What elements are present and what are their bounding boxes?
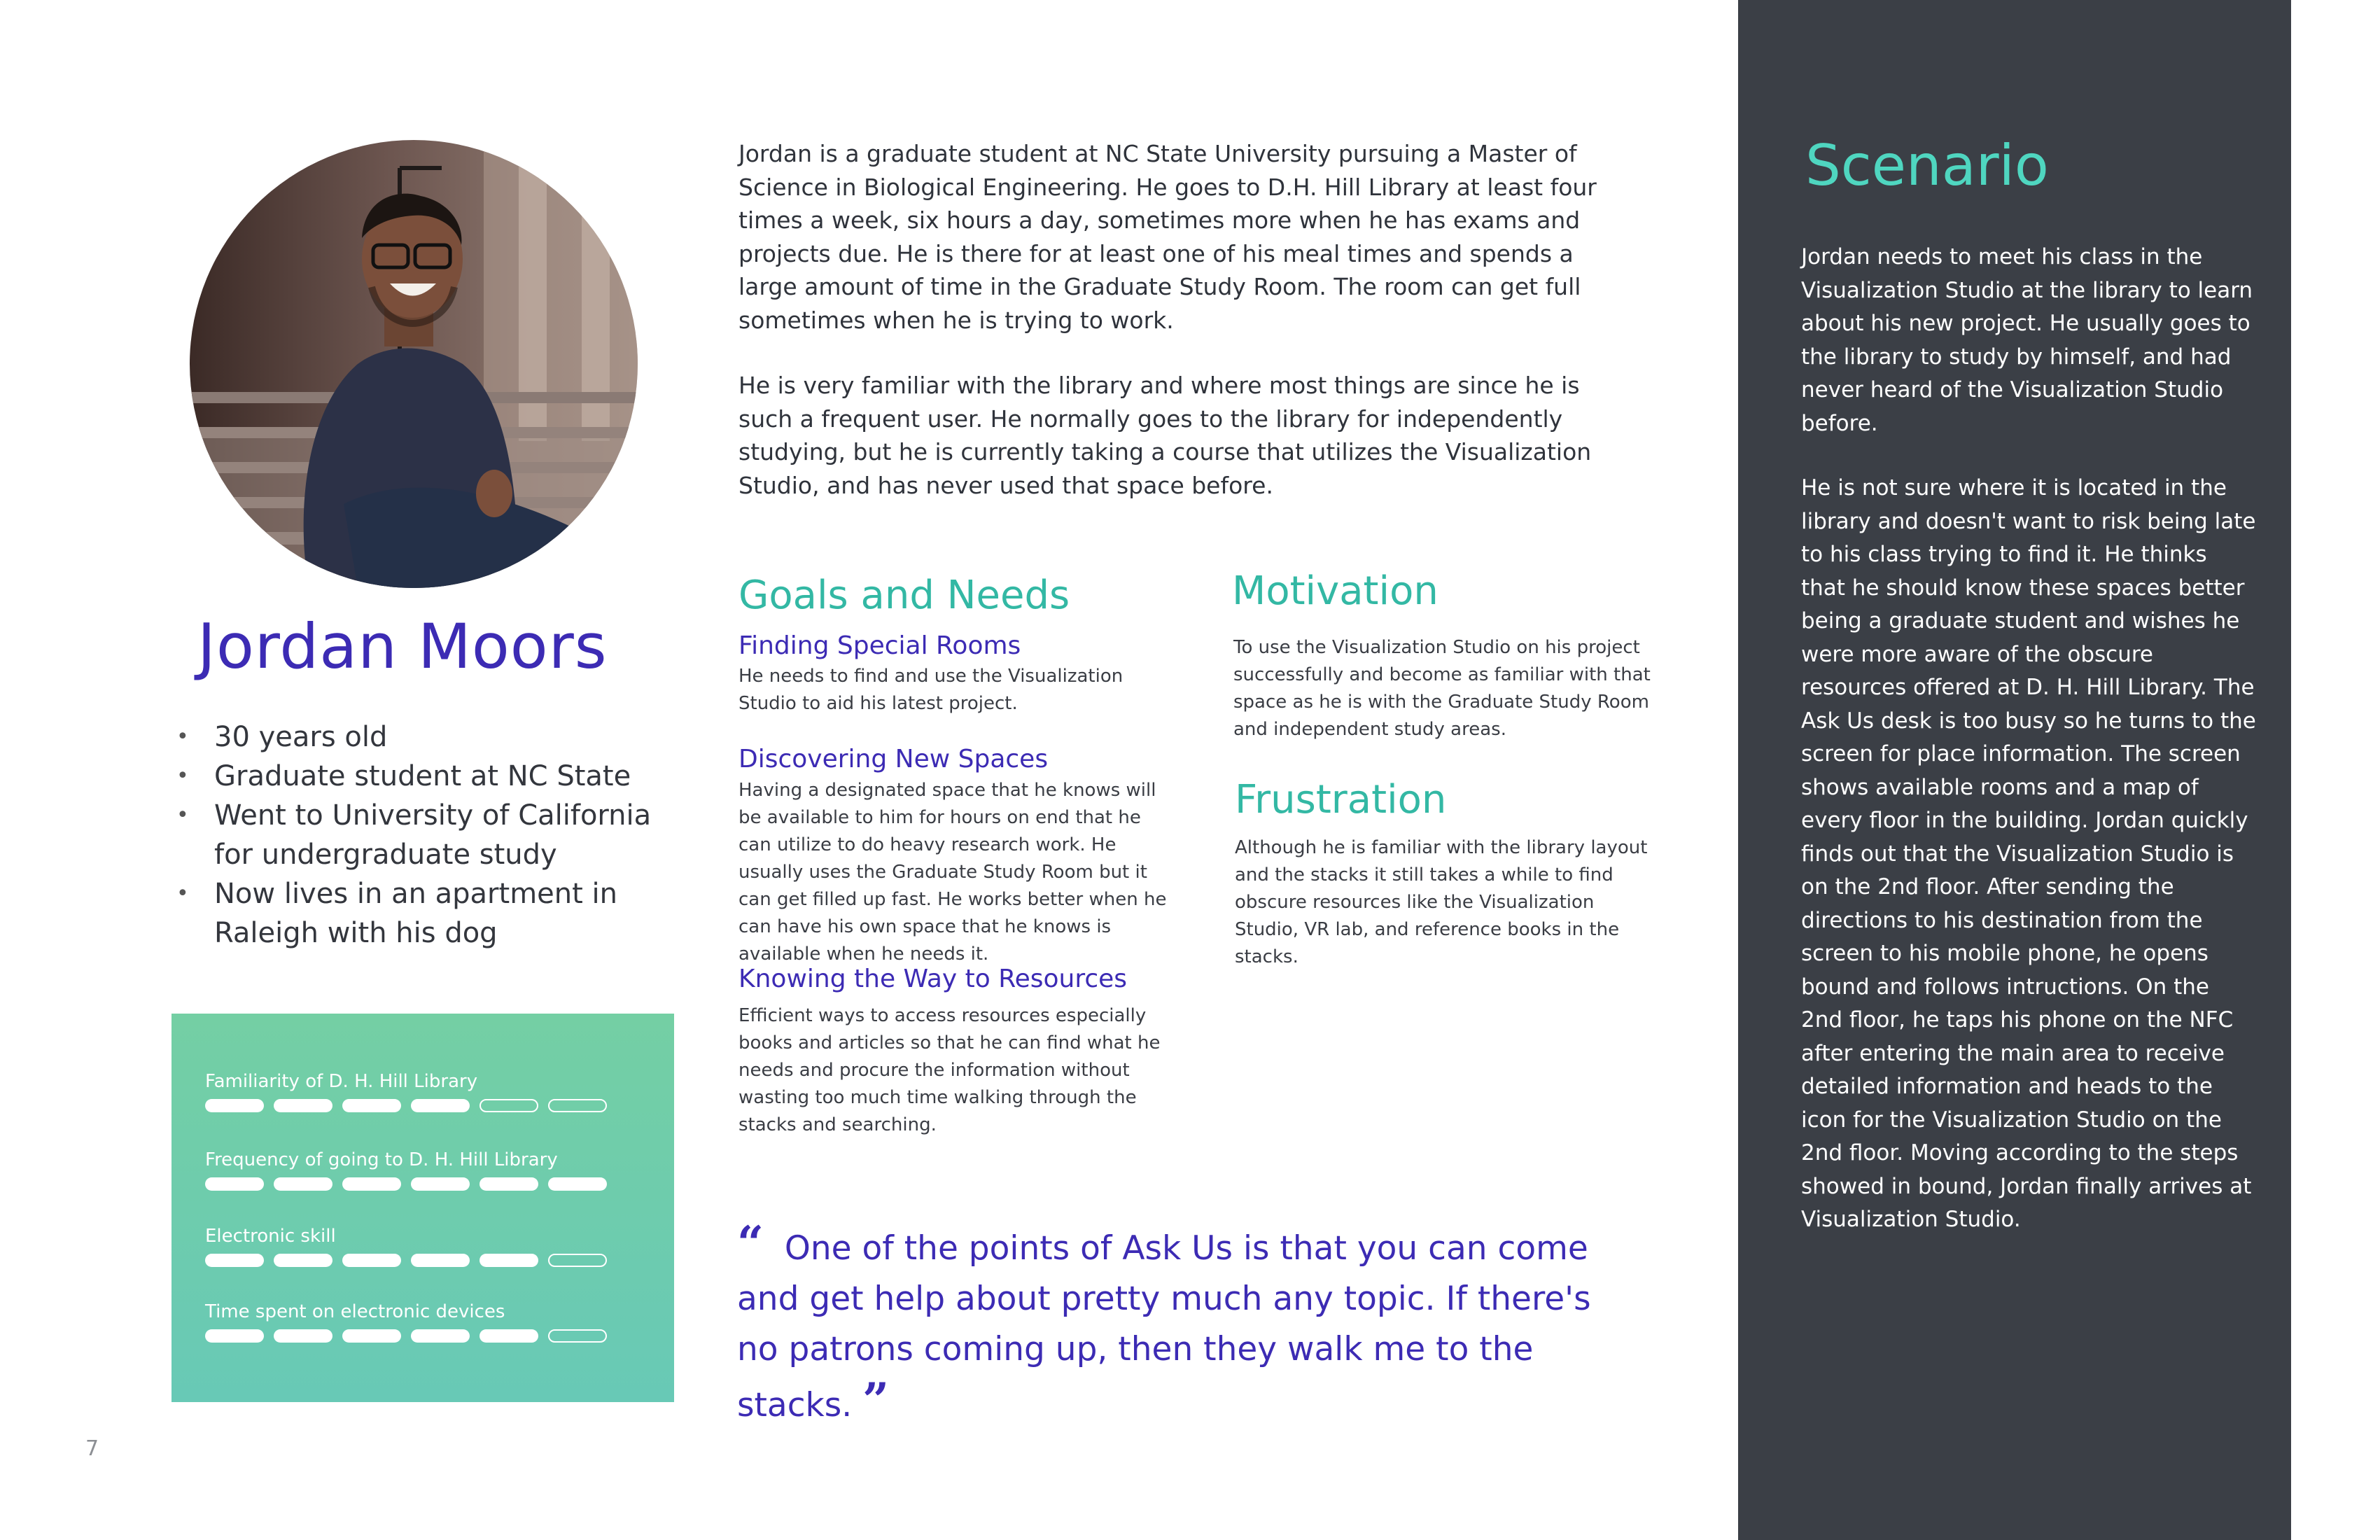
meter-segment-filled xyxy=(411,1254,470,1267)
goal-title: Knowing the Way to Resources xyxy=(738,965,1128,993)
skill-row xyxy=(205,1149,653,1191)
goal-text: Efficient ways to access resources especially books and articles so that he can find what he needs and procure the information without wasting too much time walking through the stacks and searching. xyxy=(738,1005,1161,1135)
bio-paragraph: Jordan is a graduate student at NC State University pursuing a Master of Science in Biological Engineering. He goes to D.H. Hill Library at least four times a week, six hours a day, sometimes more when he has exams and projects due. He is there for at least one of his meal times and spends a large amount of time in the Graduate Study Room. The room can get full sometimes when he is trying to work. xyxy=(738,140,1597,334)
meter-segment-filled xyxy=(411,1099,470,1112)
goal-text: Having a designated space that he knows will be available to him for hours on end that he can utilize to do heavy research work. He usually uses the Graduate Study Room but it can get filled up fast. He works better when he can have his own space that he knows is available when he needs it. xyxy=(738,780,1167,965)
frustration-heading: Frustration xyxy=(1235,777,1447,822)
scenario-paragraph: Jordan needs to meet his class in the Visualization Studio at the library to learn about his new project. He usually goes to the library to study by himself, and had never heard of the Visualization Studio before. xyxy=(1801,244,2253,436)
meter-segment-filled xyxy=(205,1254,264,1267)
goal-title: Finding Special Rooms xyxy=(738,631,1021,660)
meter-segment-filled xyxy=(274,1177,332,1191)
fact-text: Went to University of California for undergraduate study xyxy=(214,799,652,871)
frustration-text: Although he is familiar with the library layout and the stacks it still takes a while to find obscure resources like the Visualization Studio, VR lab, and reference books in the stacks. xyxy=(1235,837,1648,967)
skill-meter xyxy=(205,1177,653,1191)
persona-facts xyxy=(175,718,693,953)
skill-label: Time spent on electronic devices xyxy=(205,1301,505,1322)
scenario-paragraph: He is not sure where it is located in the library and doesn't want to risk being late to his class trying to find it. He thinks that he should know these spaces better being a graduate student and wishes he were more aware of the obscure resources offered at D. H. Hill Library. The Ask Us desk is too busy so he turns to the screen for place information. The screen shows available rooms and a map of every floor in the building. Jordan quickly finds out that the Visualization Studio is on the 2nd floor. After sending the directions to his destination from the screen to his mobile phone, he opens bound and follows intructions. On the 2nd floor, he taps his phone on the NFC after entering the main area to receive detailed information and heads to the icon for the Visualization Studio on the 2nd floor. Moving according to the steps showed in bound, Jordan finally arrives at Visualization Studio. xyxy=(1801,475,2256,1232)
meter-segment-empty xyxy=(548,1099,607,1112)
motivation-heading: Motivation xyxy=(1232,568,1438,614)
goal-title: Discovering New Spaces xyxy=(738,745,1049,774)
persona-photo xyxy=(190,140,638,588)
skill-label: Frequency of going to D. H. Hill Library xyxy=(205,1149,558,1170)
meter-segment-filled xyxy=(479,1177,538,1191)
skill-card xyxy=(172,1014,674,1402)
goals-heading: Goals and Needs xyxy=(738,573,1070,618)
skill-meter xyxy=(205,1329,653,1343)
fact-item: • 30 years old xyxy=(176,721,388,753)
fact-text: Graduate student at NC State xyxy=(214,760,631,792)
fact-text: 30 years old xyxy=(214,721,388,753)
fact-item: • Went to University of California for undergraduate study xyxy=(176,799,652,871)
meter-segment-filled xyxy=(411,1177,470,1191)
page-number: 7 xyxy=(85,1436,99,1461)
bio-paragraph: He is very familiar with the library and where most things are since he is such a frequent user. He normally goes to the library for independently studying, but he is currently taking a course that utilizes the Visualization Studio, and has never used that space before. xyxy=(738,372,1592,499)
skill-row xyxy=(205,1301,653,1343)
meter-segment-filled xyxy=(342,1329,401,1343)
meter-segment-filled xyxy=(479,1254,538,1267)
skill-row xyxy=(205,1226,653,1267)
skill-label: Familiarity of D. H. Hill Library xyxy=(205,1071,478,1092)
skill-label: Electronic skill xyxy=(205,1226,336,1247)
scenario-panel xyxy=(1738,0,2291,1540)
scenario-heading: Scenario xyxy=(1805,133,2049,198)
persona-name: Jordan Moors xyxy=(197,610,608,682)
meter-segment-filled xyxy=(205,1177,264,1191)
meter-segment-filled xyxy=(274,1099,332,1112)
fact-item: • Graduate student at NC State xyxy=(176,760,631,792)
fact-text: Now lives in an apartment in Raleigh with his dog xyxy=(214,878,617,949)
motivation-text: To use the Visualization Studio on his project successfully and become as familiar with that space as he is with the Graduate Study Room and independent study areas. xyxy=(1233,637,1651,740)
quote-text: One of the points of Ask Us is that you can come and get help about pretty much any topic. If there's no patrons coming up, then they walk me to the stacks. xyxy=(737,1229,1591,1424)
skill-meter xyxy=(205,1099,653,1112)
meter-segment-empty xyxy=(548,1254,607,1267)
meter-segment-filled xyxy=(411,1329,470,1343)
meter-segment-filled xyxy=(342,1254,401,1267)
persona-quote xyxy=(737,1218,1612,1431)
meter-segment-filled xyxy=(205,1329,264,1343)
open-quote-mark: “ xyxy=(737,1216,764,1270)
meter-segment-empty xyxy=(479,1099,538,1112)
goal-text: He needs to find and use the Visualization Studio to aid his latest project. xyxy=(738,666,1124,714)
meter-segment-empty xyxy=(548,1329,607,1343)
meter-segment-filled xyxy=(205,1099,264,1112)
meter-segment-filled xyxy=(342,1099,401,1112)
meter-segment-filled xyxy=(548,1177,607,1191)
meter-segment-filled xyxy=(274,1254,332,1267)
skill-row xyxy=(205,1071,653,1112)
fact-item: • Now lives in an apartment in Raleigh with his dog xyxy=(176,878,617,949)
meter-segment-filled xyxy=(274,1329,332,1343)
skill-meter xyxy=(205,1254,653,1267)
close-quote-mark: ” xyxy=(862,1373,890,1427)
meter-segment-filled xyxy=(342,1177,401,1191)
meter-segment-filled xyxy=(479,1329,538,1343)
